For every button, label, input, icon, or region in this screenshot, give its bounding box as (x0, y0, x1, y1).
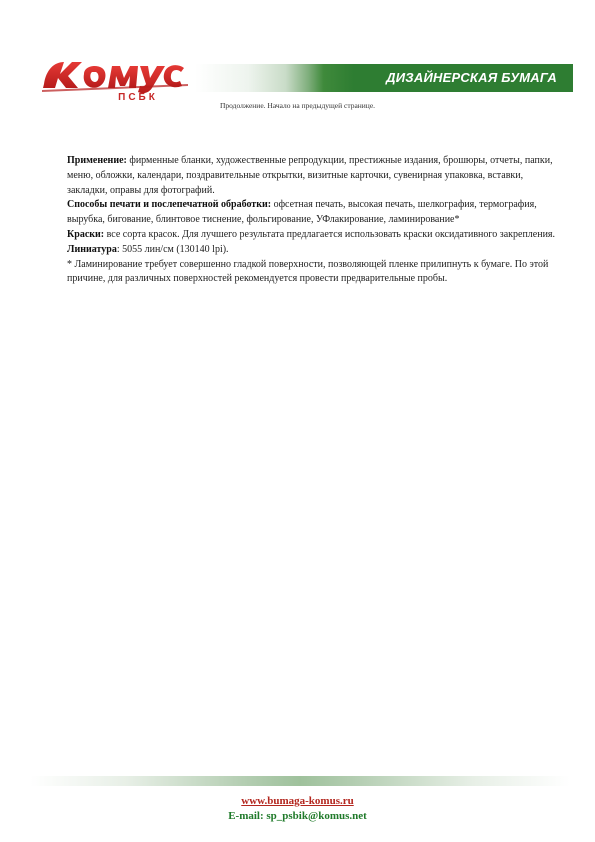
paragraph-screen-ruling (67, 243, 557, 258)
paragraph-inks (67, 228, 557, 243)
continued-note: Продолжение. Начало на предыдущей странице. (219, 101, 376, 110)
text-printing-methods: офсетная печать, высокая печать, шелкография, термография, вырубка, бигование, блинтовое тиснение, фольгирование, УФлакирование, ламинирование* (67, 199, 537, 226)
footer (0, 794, 595, 824)
content-body (67, 154, 557, 287)
paragraph-application (67, 154, 557, 198)
website-link[interactable]: www.bumaga-komus.ru (241, 795, 354, 807)
header-banner (195, 64, 573, 92)
paragraph-printing-methods (67, 198, 557, 228)
logo-subtext: ПСБК (118, 92, 158, 102)
text-application: фирменные бланки, художественные репродукции, престижные издания, брошюры, отчеты, папки, меню, обложки, календари, поздравительные открытки, визитные карточки, сувенирная упаковка, вставки, закладки, оправы для фотографий. (67, 155, 553, 196)
text-screen-ruling: : 5055 лин/см (130140 lpi). (116, 243, 229, 255)
page-title: ДИЗАЙНЕРСКАЯ БУМАГА (386, 70, 557, 85)
label-inks: Краски: (67, 228, 105, 240)
label-screen-ruling: Линиатура (67, 243, 117, 255)
paragraph-lamination-note (67, 258, 557, 288)
email-contact[interactable]: E-mail: sp_psbik@komus.net (228, 810, 367, 822)
komus-logo (38, 54, 190, 102)
text-lamination-note: * Ламинирование требует совершенно гладкой поверхности, позволяющей пленке прилипнуть к бумаге. По этой причине, для различных поверхностей рекомендуется провести предварительные пробы. (67, 258, 549, 285)
footer-divider (30, 776, 570, 786)
label-application: Применение: (67, 155, 127, 166)
text-inks: все сорта красок. Для лучшего результата предлагается использовать краски оксидативного закрепления. (104, 228, 556, 240)
label-printing-methods: Способы печати и послепечатной обработки: (67, 199, 272, 211)
